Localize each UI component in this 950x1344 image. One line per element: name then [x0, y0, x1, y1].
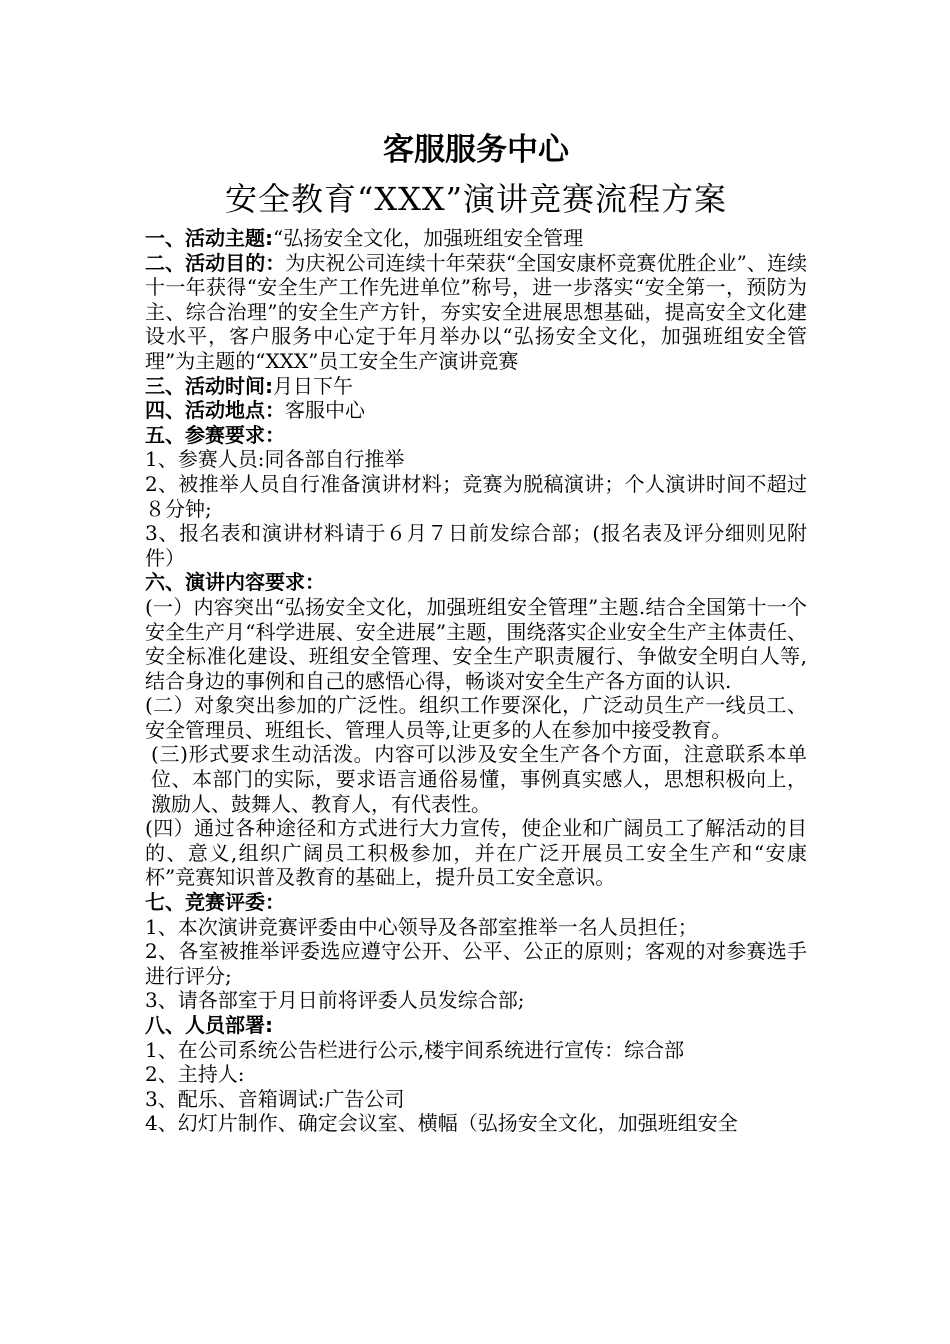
section-4: [145, 398, 807, 423]
section-7-item: 3、请各部室于月日前将评委人员发综合部;: [145, 988, 525, 1013]
section-3-text: 月日下午: [273, 373, 353, 398]
section-8-heading: 八、人员部署:: [145, 1013, 273, 1037]
document-title-org: 客服服务中心: [383, 132, 569, 168]
section-2: [145, 251, 807, 374]
section-8-item: 2、主持人:: [145, 1062, 245, 1087]
section-1-heading: 一、活动主题:: [145, 226, 273, 250]
document-page: [145, 128, 807, 1136]
section-3: [145, 374, 807, 399]
section-4-heading: 四、活动地点：: [145, 398, 285, 423]
section-6-heading: 六、演讲内容要求：: [145, 570, 325, 595]
section-8-item: 3、配乐、音箱调试:广告公司: [145, 1086, 405, 1111]
section-7-item: 1、本次演讲竞赛评委由中心领导及各部室推举一名人员担任；: [145, 914, 698, 939]
section-6-item: (四）通过各种途径和方式进行大力宣传，使企业和广阔员工了解活动的目的、意义,组织广阔员工积极参加，并在广泛开展员工安全生产和“安康杯”竞赛知识普及教育的基础上，提升员工安全意识。: [145, 816, 807, 890]
section-2-heading: 二、活动目的：: [145, 250, 286, 275]
section-5-item: 2、被推举人员自行准备演讲材料；竞赛为脱稿演讲；个人演讲时间不超过８分钟;: [145, 471, 807, 521]
section-2-text: 为庆祝公司连续十年荣获“全国安康杯竞赛优胜企业”、连续十一年获得“安全生产工作先进单位”称号，进一步落实“安全第一，预防为主、综合治理”的安全生产方针，夯实安全进展思想基础，提高安全文化建设水平，客户服务中心定于年月举办以“弘扬安全文化，加强班组安全管理”为主题的“XXX”员工安全生产演讲竞赛: [145, 250, 807, 373]
section-3-heading: 三、活动时间:: [145, 373, 273, 398]
section-5-heading: 五、参赛要求：: [145, 422, 285, 447]
section-7-heading: 七、竞赛评委：: [145, 890, 285, 915]
document-title-main: 安全教育“XXX”演讲竞赛流程方案: [224, 180, 728, 218]
section-5-item: 1、参赛人员:同各部自行推举: [145, 447, 405, 472]
section-8-item: 4、幻灯片制作、确定会议室、横幅（弘扬安全文化，加强班组安全: [145, 1111, 738, 1136]
section-1: [145, 226, 807, 251]
section-6-item: (二）对象突出参加的广泛性。组织工作要深化，广泛动员生产一线员工、安全管理员、班组长、管理人员等,让更多的人在参加中接受教育。: [145, 693, 807, 742]
section-1-text: “弘扬安全文化，加强班组安全管理: [273, 226, 584, 250]
section-8-item: 1、在公司系统公告栏进行公示,楼宇间系统进行宣传：综合部: [145, 1037, 685, 1062]
section-4-text: 客服中心: [285, 398, 365, 423]
section-6-item: (一）内容突出“弘扬安全文化，加强班组安全管理”主题.结合全国第十一个安全生产月“科学进展、安全进展”主题，围绕落实企业安全生产主体责任、安全标准化建设、班组安全管理、安全生产职责履行、争做安全明白人等,结合身边的事例和自己的感悟心得，畅谈对安全生产各方面的认识.: [145, 594, 807, 693]
section-6-item: (三)形式要求生动活泼。内容可以涉及安全生产各个方面，注意联系本单位、本部门的实际，要求语言通俗易懂，事例真实感人，思想积极向上，激励人、鼓舞人、教育人，有代表性。: [151, 742, 807, 816]
section-7-item: 2、各室被推举评委选应遵守公开、公平、公正的原则；客观的对参赛选手进行评分;: [145, 939, 807, 988]
section-5-item: 3、报名表和演讲材料请于６月７日前发综合部；(报名表及评分细则见附件）: [145, 521, 807, 570]
